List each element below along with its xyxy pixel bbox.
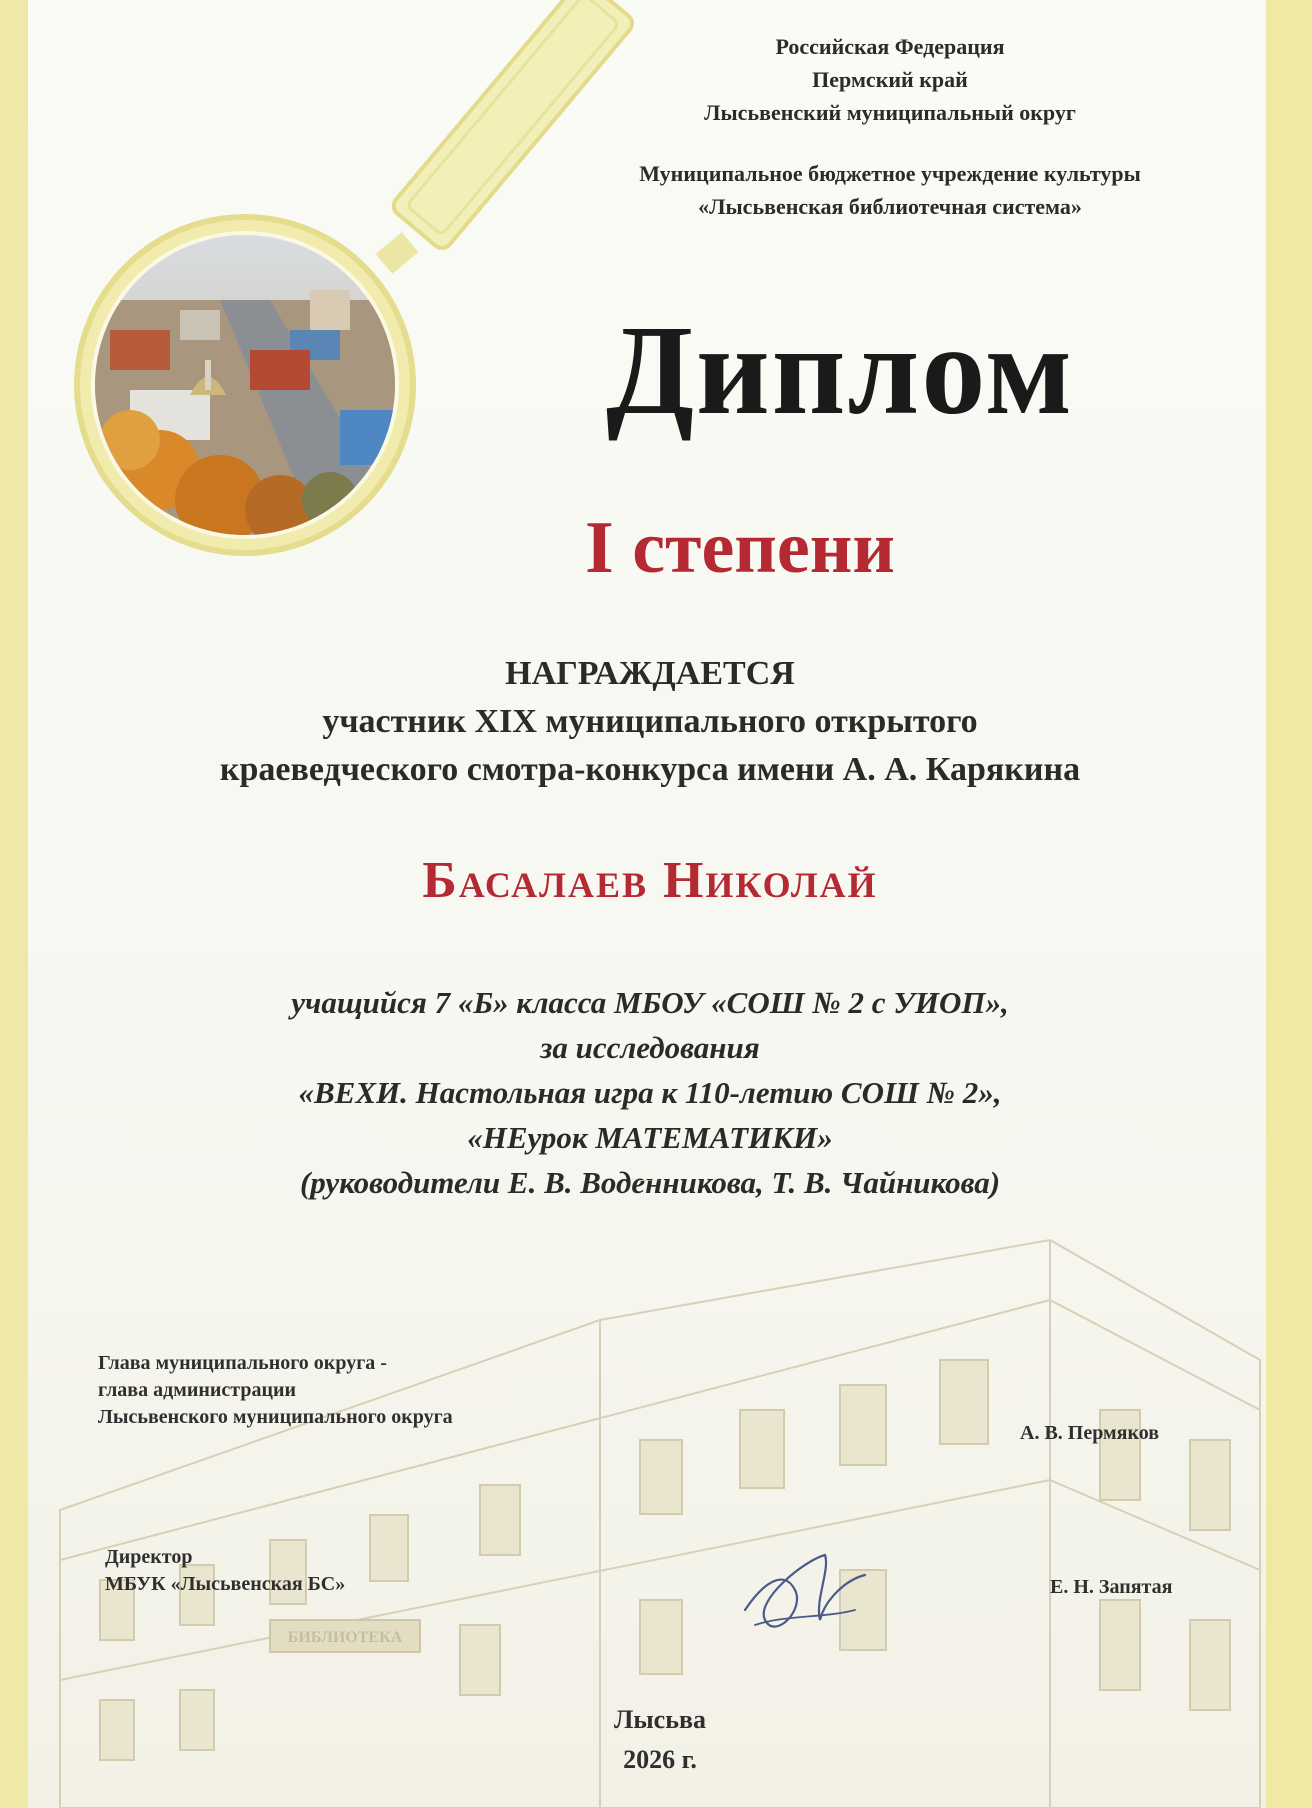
- district-line: Лысьвенский муниципальный округ: [704, 100, 1076, 125]
- handwritten-signature: [735, 1540, 875, 1650]
- details-line-2: за исследования: [540, 1030, 760, 1065]
- details-line-4: «НЕурок МАТЕМАТИКИ»: [467, 1120, 833, 1155]
- city-label: Лысьва: [613, 1705, 706, 1734]
- details-line-3: «ВЕХИ. Настольная игра к 110-летию СОШ № 2»,: [298, 1075, 1002, 1110]
- award-statement: [60, 650, 1240, 794]
- signatory-1-position: [98, 1350, 453, 1431]
- award-details: [60, 980, 1240, 1205]
- signatory-1-position-line-2: глава администрации: [98, 1379, 297, 1401]
- details-line-1: учащийся 7 «Б» класса МБОУ «СОШ № 2 с УИОП»,: [291, 985, 1009, 1020]
- country-line: Российская Федерация: [775, 34, 1005, 59]
- details-line-5: (руководители Е. В. Воденникова, Т. В. Чайникова): [299, 1165, 1001, 1200]
- organization-line-2: «Лысьвенская библиотечная система»: [698, 194, 1082, 219]
- diploma-title: Диплом: [605, 299, 1075, 441]
- degree-label: I степени: [584, 507, 896, 589]
- signatory-2-position-line-1: Директор: [105, 1546, 193, 1568]
- library-sign-text: БИБЛИОТЕКА: [287, 1629, 403, 1646]
- issue-place-date: [520, 1700, 800, 1780]
- signatory-1-name: А. В. Пермяков: [1020, 1422, 1160, 1444]
- recipient-name: Басалаев Николай: [422, 852, 878, 909]
- organization-line-1: Муниципальное бюджетное учреждение культуры: [639, 161, 1141, 186]
- award-line-1: участник XIX муниципального открытого: [322, 703, 978, 740]
- decorative-border: [1266, 0, 1312, 1808]
- signatory-1-position-line-3: Лысьвенского муниципального округа: [98, 1406, 453, 1428]
- signatory-2-position: [105, 1544, 345, 1598]
- award-line-2: краеведческого смотра-конкурса имени А. А. Карякина: [219, 751, 1081, 788]
- signatory-2-name: Е. Н. Запятая: [1050, 1576, 1173, 1598]
- year-label: 2026 г.: [623, 1745, 697, 1774]
- signatory-2-position-line-2: МБУК «Лысьвенская БС»: [105, 1573, 346, 1595]
- signatory-1-position-line-1: Глава муниципального округа -: [98, 1352, 387, 1374]
- issuer-header: [540, 30, 1240, 223]
- region-line: Пермский край: [812, 67, 968, 92]
- awarded-heading: НАГРАЖДАЕТСЯ: [505, 655, 795, 692]
